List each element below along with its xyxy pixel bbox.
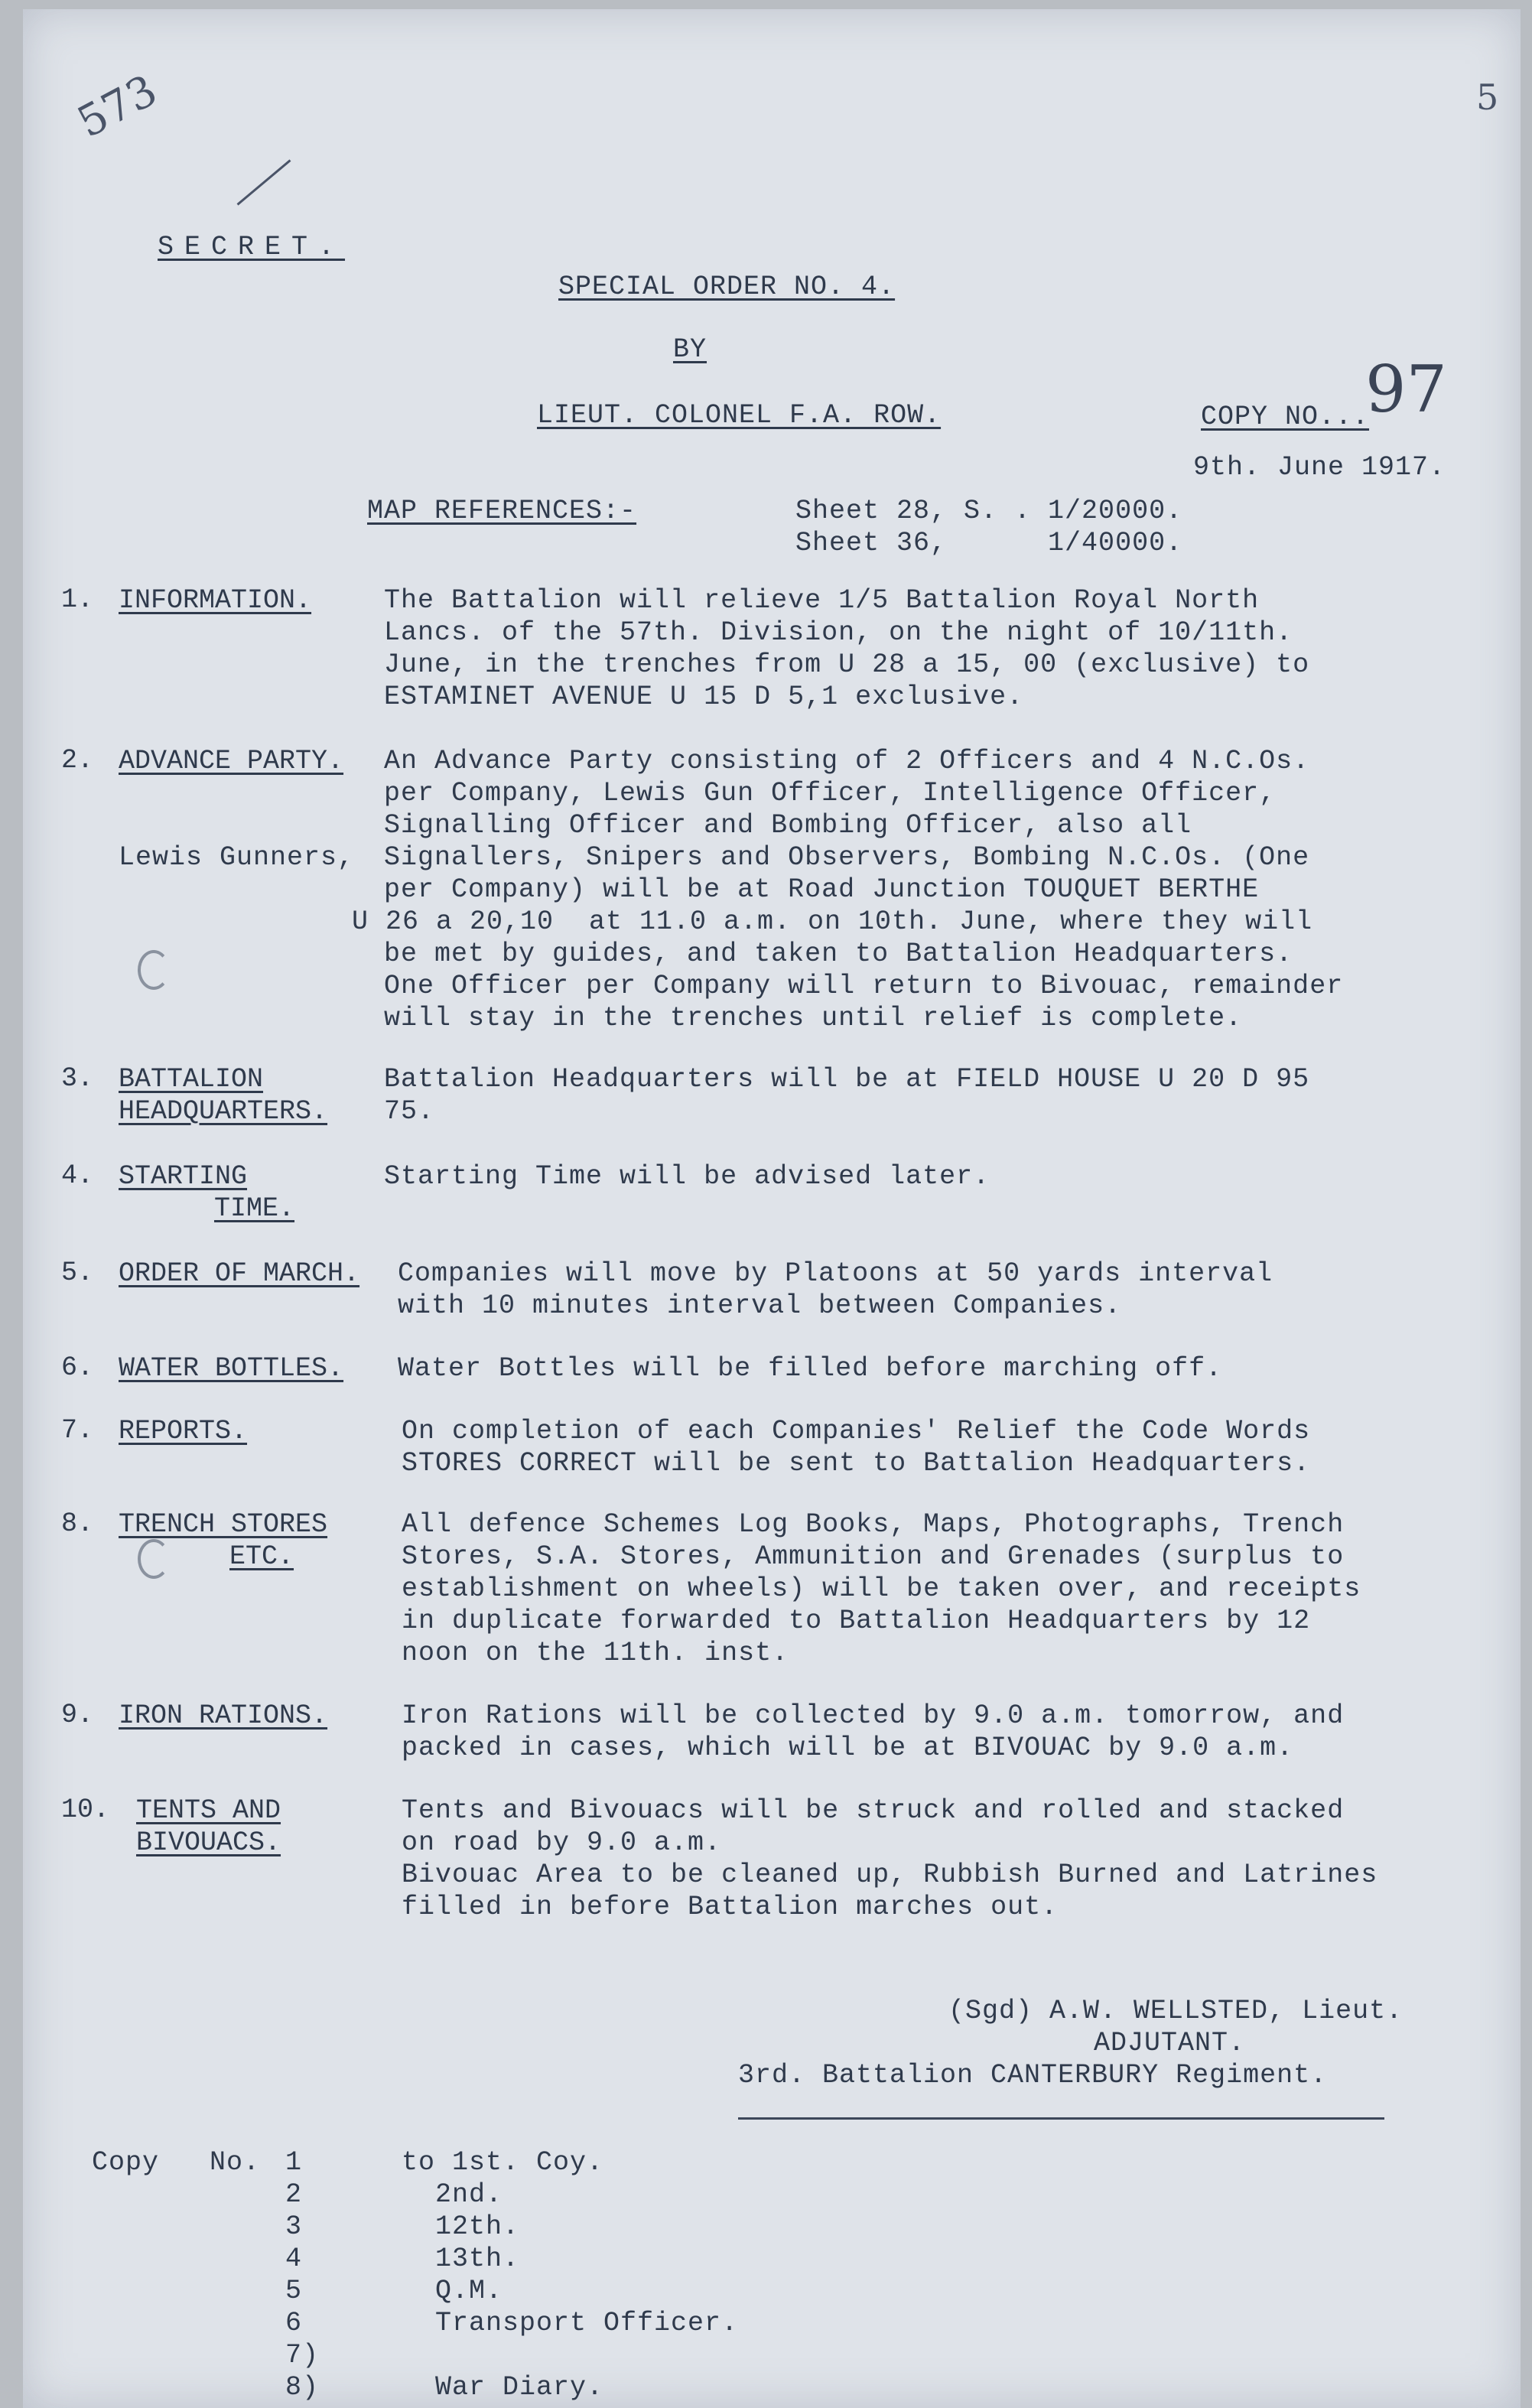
section-body-line: in duplicate forwarded to Battalion Headquarters by 12 <box>402 1606 1311 1636</box>
distribution-recipient: 12th. <box>402 2211 520 2242</box>
distribution-recipient: Q.M. <box>402 2276 503 2306</box>
section-number: 6. <box>61 1352 94 1383</box>
section-body-line: Bivouac Area to be cleaned up, Rubbish Burned and Latrines <box>402 1860 1378 1890</box>
section-heading: ADVANCE PARTY. <box>119 746 344 776</box>
distribution-copy-no: 7) <box>285 2340 320 2371</box>
pen-stroke-mark <box>237 159 291 205</box>
section-body-line: per Company, Lewis Gun Officer, Intelligence Officer, <box>384 778 1277 809</box>
author-line: LIEUT. COLONEL F.A. ROW. <box>537 400 942 431</box>
section-body-line: with 10 minutes interval between Companies. <box>398 1290 1122 1321</box>
section-body-line: Water Bottles will be filled before marching off. <box>398 1353 1223 1384</box>
distribution-copy-no: 3 <box>285 2211 303 2242</box>
section-body-line: Lancs. of the 57th. Division, on the night of 10/11th. <box>384 617 1293 648</box>
section-body-line: on road by 9.0 a.m. <box>402 1827 722 1858</box>
signature-line: (Sgd) A.W. WELLSTED, Lieut. <box>948 1996 1404 2026</box>
order-date: 9th. June 1917. <box>1193 452 1446 483</box>
section-number: 9. <box>61 1700 94 1730</box>
section-side-note: U 26 a 20,10 <box>352 906 555 937</box>
map-reference-2: Sheet 36, 1/40000. <box>795 528 1183 558</box>
distribution-recipient: to 1st. Coy. <box>402 2147 604 2178</box>
section-body-line: packed in cases, which will be at BIVOUAC by 9.0 a.m. <box>402 1733 1294 1763</box>
section-body-line: All defence Schemes Log Books, Maps, Photographs, Trench <box>402 1509 1345 1540</box>
section-heading: WATER BOTTLES. <box>119 1353 344 1384</box>
distribution-recipient: War Diary. <box>402 2372 604 2403</box>
section-heading-line-2: HEADQUARTERS. <box>119 1096 328 1127</box>
section-body-line: One Officer per Company will return to Bivouac, remainder <box>384 971 1344 1001</box>
signature-rule <box>738 2117 1384 2120</box>
section-heading: TENTS AND <box>136 1795 281 1826</box>
punch-hole-upper <box>138 950 170 990</box>
distribution-copy-no: 2 <box>285 2179 303 2210</box>
distribution-recipient: Transport Officer. <box>402 2308 739 2338</box>
section-heading-line-2: ETC. <box>229 1541 294 1572</box>
section-body-line: filled in before Battalion marches out. <box>402 1892 1059 1922</box>
section-body-line: Signalling Officer and Bombing Officer, also all <box>384 810 1192 841</box>
section-heading: INFORMATION. <box>119 585 312 616</box>
handwritten-copy-number: 97 <box>1365 352 1447 427</box>
section-body-line: Stores, S.A. Stores, Ammunition and Grenades (surplus to <box>402 1541 1345 1572</box>
section-number: 4. <box>61 1160 94 1191</box>
section-heading: ORDER OF MARCH. <box>119 1258 360 1289</box>
signature-unit: 3rd. Battalion CANTERBURY Regiment. <box>738 2060 1328 2091</box>
section-side-note: Lewis Gunners, <box>119 842 355 873</box>
section-body-line: at 11.0 a.m. on 10th. June, where they will <box>589 906 1313 937</box>
section-number: 10. <box>61 1795 110 1825</box>
section-body-line: ESTAMINET AVENUE U 15 D 5,1 exclusive. <box>384 682 1024 712</box>
section-body-line: Companies will move by Platoons at 50 yards interval <box>398 1258 1273 1289</box>
section-body-line: will stay in the trenches until relief is complete. <box>384 1003 1243 1033</box>
section-body-line: Battalion Headquarters will be at FIELD HOUSE U 20 D 95 <box>384 1064 1310 1095</box>
order-title: SPECIAL ORDER NO. 4. <box>558 272 896 302</box>
section-number: 3. <box>61 1063 94 1094</box>
classification-label: SECRET. <box>158 232 346 262</box>
section-number: 1. <box>61 584 94 615</box>
distribution-copy-no: 6 <box>285 2308 303 2338</box>
section-body-line: An Advance Party consisting of 2 Officers and 4 N.C.Os. <box>384 746 1310 776</box>
section-heading: REPORTS. <box>119 1416 248 1446</box>
section-body-line: The Battalion will relieve 1/5 Battalion Royal North <box>384 585 1260 616</box>
section-heading: BATTALION <box>119 1064 264 1095</box>
by-label: BY <box>673 334 707 365</box>
distribution-copy-no: 1 <box>285 2147 303 2178</box>
section-number: 8. <box>61 1508 94 1539</box>
section-number: 2. <box>61 745 94 776</box>
distribution-recipient: 2nd. <box>402 2179 503 2210</box>
section-body-line: Signallers, Snipers and Observers, Bombing N.C.Os. (One <box>384 842 1310 873</box>
section-body-line: per Company) will be at Road Junction TOUQUET BERTHE <box>384 874 1260 905</box>
section-body-line: Iron Rations will be collected by 9.0 a.m. tomorrow, and <box>402 1700 1345 1731</box>
signature-title: ADJUTANT. <box>1094 2028 1246 2058</box>
section-body-line: STORES CORRECT will be sent to Battalion Headquarters. <box>402 1448 1311 1479</box>
distribution-copy-no: 5 <box>285 2276 303 2306</box>
distribution-label: Copy No. <box>92 2147 261 2178</box>
distribution-copy-no: 4 <box>285 2244 303 2274</box>
section-body-line: Tents and Bivouacs will be struck and rolled and stacked <box>402 1795 1345 1826</box>
section-body-line: Starting Time will be advised later. <box>384 1161 990 1192</box>
section-heading: TRENCH STORES <box>119 1509 328 1540</box>
section-heading: STARTING <box>119 1161 248 1192</box>
section-heading-line-2: BIVOUACS. <box>136 1827 281 1858</box>
map-reference-1: Sheet 28, S. . 1/20000. <box>795 496 1183 526</box>
distribution-copy-no: 8) <box>285 2372 320 2403</box>
map-references-label: MAP REFERENCES:- <box>367 496 637 526</box>
section-heading: IRON RATIONS. <box>119 1700 328 1731</box>
distribution-recipient: 13th. <box>402 2244 520 2274</box>
section-body-line: June, in the trenches from U 28 a 15, 00 (exclusive) to <box>384 649 1310 680</box>
document-page <box>23 9 1521 2408</box>
punch-hole-lower <box>138 1539 170 1579</box>
section-body-line: establishment on wheels) will be taken over, and receipts <box>402 1573 1361 1604</box>
section-body-line: be met by guides, and taken to Battalion Headquarters. <box>384 939 1293 969</box>
section-body-line: noon on the 11th. inst. <box>402 1638 789 1668</box>
section-heading-line-2: TIME. <box>214 1193 295 1224</box>
section-number: 5. <box>61 1258 94 1288</box>
section-body-line: 75. <box>384 1096 435 1127</box>
handwritten-page-number: 5 <box>1476 76 1499 118</box>
section-number: 7. <box>61 1415 94 1446</box>
handwritten-corner-number: 573 <box>69 65 165 148</box>
copy-number-label: COPY NO... <box>1201 402 1370 432</box>
section-body-line: On completion of each Companies' Relief the Code Words <box>402 1416 1311 1446</box>
